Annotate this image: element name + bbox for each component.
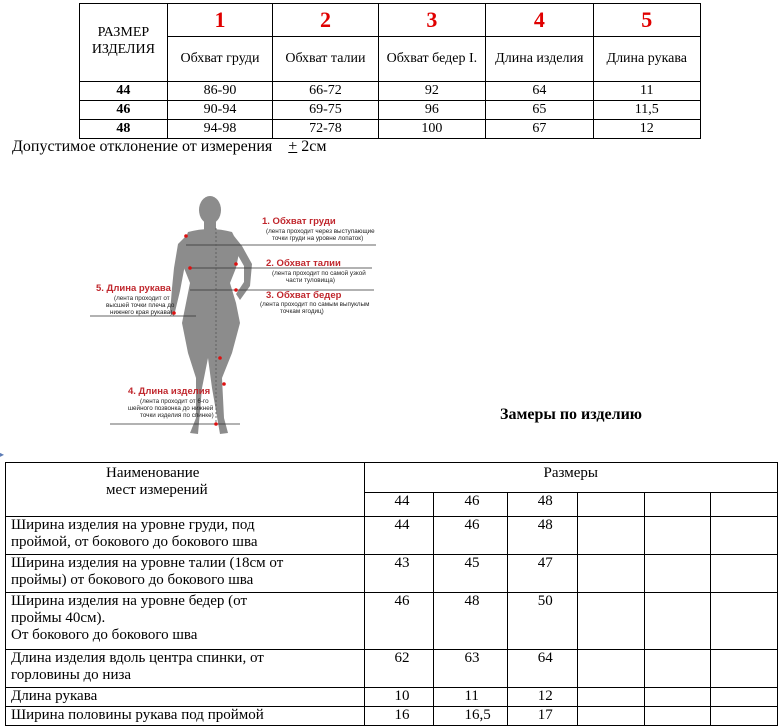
size-corner-label: РАЗМЕР ИЗДЕЛИЯ bbox=[80, 4, 168, 82]
body-silhouette-illustration bbox=[90, 188, 390, 458]
measurement-name-line: От бокового до бокового шва bbox=[11, 627, 198, 643]
measurement-name bbox=[6, 517, 365, 555]
measurement-value bbox=[577, 707, 644, 726]
value-cell: 11,5 bbox=[593, 101, 700, 120]
column-number: 3 bbox=[378, 4, 485, 37]
table-row bbox=[80, 101, 701, 120]
measurement-value: 50 bbox=[507, 593, 577, 650]
value-cell: 96 bbox=[378, 101, 485, 120]
size-cell: 46 bbox=[80, 101, 168, 120]
column-number: 2 bbox=[273, 4, 378, 37]
header-name-line: Наименование bbox=[106, 465, 200, 481]
value-cell: 65 bbox=[486, 101, 593, 120]
measurement-value bbox=[711, 688, 778, 707]
table-row bbox=[6, 555, 778, 593]
measurement-value bbox=[644, 688, 711, 707]
measurement-value bbox=[577, 688, 644, 707]
measurement-value: 45 bbox=[434, 555, 507, 593]
measurement-name bbox=[6, 593, 365, 650]
table-row bbox=[6, 650, 778, 688]
measurement-value bbox=[577, 593, 644, 650]
value-cell: 12 bbox=[593, 120, 700, 139]
measurement-name-line: проймы) от бокового до бокового шва bbox=[11, 572, 254, 588]
measurement-value: 44 bbox=[364, 517, 434, 555]
measurement-value bbox=[577, 517, 644, 555]
column-label-chest: Обхват груди bbox=[167, 37, 272, 82]
value-cell: 11 bbox=[593, 82, 700, 101]
annotation-line: высшей точки плеча до bbox=[106, 302, 175, 309]
measurement-name bbox=[6, 555, 365, 593]
measurement-value bbox=[644, 707, 711, 726]
measurement-name: Длина рукава bbox=[6, 688, 365, 707]
measurement-name-line: проймой, от бокового до бокового шва bbox=[11, 534, 258, 550]
size-column-header: 46 bbox=[434, 493, 507, 517]
measurement-name-line: Ширина изделия на уровне талии (18см от bbox=[11, 555, 284, 571]
size-cell: 48 bbox=[80, 120, 168, 139]
measurement-value bbox=[577, 555, 644, 593]
measurement-value bbox=[711, 555, 778, 593]
measurement-name-line: Ширина изделия на уровне груди, под bbox=[11, 517, 255, 533]
measurement-name-line: Ширина изделия на уровне бедер (от bbox=[11, 593, 247, 609]
measurement-value: 11 bbox=[434, 688, 507, 707]
measurement-value bbox=[711, 707, 778, 726]
measurement-value: 16,5 bbox=[434, 707, 507, 726]
value-cell: 64 bbox=[486, 82, 593, 101]
size-column-header bbox=[711, 493, 778, 517]
size-cell: 44 bbox=[80, 82, 168, 101]
table-anchor-icon: ▸ bbox=[0, 450, 5, 459]
annotation-line: (лента проходит через выступающие bbox=[266, 228, 375, 235]
measurement-name-line: Длина изделия вдоль центра спинки, от bbox=[11, 650, 264, 666]
header-sizes: Размеры bbox=[364, 463, 777, 493]
column-number: 5 bbox=[593, 4, 700, 37]
measurement-value bbox=[711, 650, 778, 688]
measurement-value: 48 bbox=[434, 593, 507, 650]
measurement-value: 48 bbox=[507, 517, 577, 555]
annotation-line: нижнего края рукава) bbox=[110, 309, 173, 316]
table-row bbox=[6, 593, 778, 650]
annotation-line: части туловища) bbox=[286, 277, 335, 284]
column-label-sleeve: Длина рукава bbox=[593, 37, 700, 82]
measurement-value bbox=[644, 517, 711, 555]
annotation-line: (лента проходит по самой узкой bbox=[272, 270, 366, 277]
column-label-length: Длина изделия bbox=[486, 37, 593, 82]
product-measurements-table bbox=[5, 462, 778, 726]
column-label-waist: Обхват талии bbox=[273, 37, 378, 82]
measurement-value: 46 bbox=[364, 593, 434, 650]
annotation-line: точки изделия по спинке) bbox=[140, 412, 214, 419]
measurement-value bbox=[644, 593, 711, 650]
size-column-header: 48 bbox=[507, 493, 577, 517]
value-cell: 92 bbox=[378, 82, 485, 101]
measurement-value bbox=[644, 555, 711, 593]
measurement-name bbox=[6, 650, 365, 688]
annotation-line: (лента проходит от bbox=[114, 295, 170, 302]
measurement-value: 12 bbox=[507, 688, 577, 707]
annotation-title: 5. Длина рукава bbox=[96, 283, 171, 294]
annotation-title: 3. Обхват бедер bbox=[266, 290, 342, 301]
size-column-header bbox=[644, 493, 711, 517]
header-name-line: мест измерений bbox=[106, 482, 208, 498]
size-column-header bbox=[577, 493, 644, 517]
plus-minus-sign: + bbox=[288, 138, 298, 155]
table-row bbox=[80, 82, 701, 101]
annotation-line: (лента проходит от 6-го bbox=[140, 398, 209, 405]
column-number: 4 bbox=[486, 4, 593, 37]
measurement-value: 17 bbox=[507, 707, 577, 726]
tolerance-note bbox=[12, 138, 327, 156]
measurement-figure bbox=[90, 188, 390, 458]
size-column-header: 44 bbox=[364, 493, 434, 517]
annotation-line: шейного позвонка до нижней bbox=[128, 405, 214, 412]
measurement-value: 43 bbox=[364, 555, 434, 593]
measurement-value: 47 bbox=[507, 555, 577, 593]
value-cell: 69-75 bbox=[273, 101, 378, 120]
header-measurement-name bbox=[6, 463, 365, 517]
measurement-value bbox=[711, 593, 778, 650]
measurement-value: 64 bbox=[507, 650, 577, 688]
annotation-title: 2. Обхват талии bbox=[266, 258, 341, 269]
annotation-line: точки груди на уровне лопаток) bbox=[272, 235, 364, 242]
size-table bbox=[79, 3, 701, 139]
table-row bbox=[6, 517, 778, 555]
tolerance-value: 2см bbox=[301, 138, 327, 155]
measurement-value: 46 bbox=[434, 517, 507, 555]
measurement-value bbox=[577, 650, 644, 688]
column-number: 1 bbox=[167, 4, 272, 37]
annotation-title: 1. Обхват груди bbox=[262, 216, 336, 227]
measurement-name: Ширина половины рукава под проймой bbox=[6, 707, 365, 726]
table-row bbox=[80, 120, 701, 139]
table-row bbox=[6, 707, 778, 726]
column-label-hips: Обхват бедер I. bbox=[378, 37, 485, 82]
measurement-name-line: проймы 40см). bbox=[11, 610, 106, 626]
measurement-value bbox=[711, 517, 778, 555]
annotation-title: 4. Длина изделия bbox=[128, 386, 211, 397]
measurements-heading: Замеры по изделию bbox=[500, 406, 643, 423]
value-cell: 67 bbox=[486, 120, 593, 139]
annotation-line: точкам ягодиц) bbox=[280, 308, 324, 315]
value-cell: 66-72 bbox=[273, 82, 378, 101]
annotation-line: (лента проходит по самым выпуклым bbox=[260, 301, 370, 308]
value-cell: 90-94 bbox=[167, 101, 272, 120]
table-row bbox=[6, 688, 778, 707]
measurement-value: 10 bbox=[364, 688, 434, 707]
measurement-value: 62 bbox=[364, 650, 434, 688]
value-cell: 72-78 bbox=[273, 120, 378, 139]
measurement-value: 16 bbox=[364, 707, 434, 726]
tolerance-text: Допустимое отклонение от измерения bbox=[12, 138, 273, 155]
value-cell: 86-90 bbox=[167, 82, 272, 101]
measurement-value bbox=[644, 650, 711, 688]
value-cell: 94-98 bbox=[167, 120, 272, 139]
value-cell: 100 bbox=[378, 120, 485, 139]
measurement-name-line: горловины до низа bbox=[11, 667, 132, 683]
measurement-value: 63 bbox=[434, 650, 507, 688]
